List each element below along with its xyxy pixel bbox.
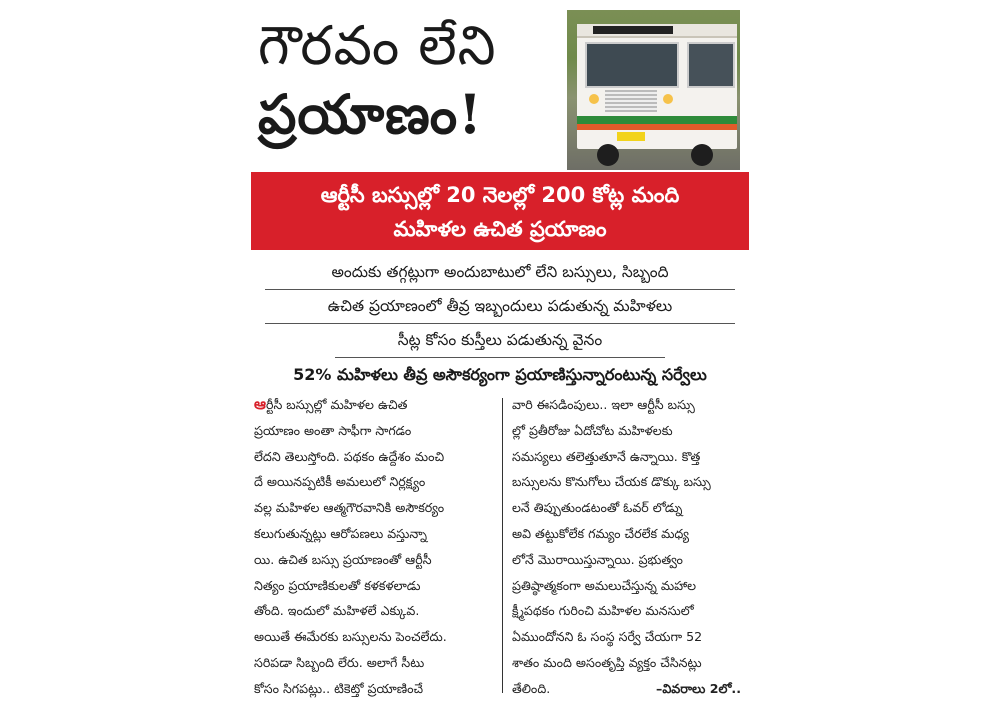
right-line: క్ష్మీపథకం గురించి మహిళల మనసులో bbox=[512, 603, 694, 619]
red-banner bbox=[251, 172, 749, 250]
subhead-4: 52% మహిళలు తీవ్ర అసౌకర్యంగా ప్రయాణిస్తున్నారంటున్న సర్వేలు bbox=[293, 365, 707, 384]
right-line: సమస్యలు తలెత్తుతూనే ఉన్నాయి. కొత్త bbox=[512, 448, 701, 464]
subhead-2: ఉచిత ప్రయాణంలో తీవ్ర ఇబ్బందులు పడుతున్న మహిళలు bbox=[265, 290, 735, 324]
left-line: కలుగుతున్నట్లు ఆరోపణలు వస్తున్నా bbox=[254, 525, 428, 541]
headline-line-2: ప్రయాణం! bbox=[258, 82, 483, 146]
left-line: నిత్యం ప్రయాణికులతో కళకళలాడు bbox=[254, 577, 421, 593]
right-line: ఏముందోనని ఓ సంస్థ సర్వే చేయగా 52 bbox=[512, 629, 703, 645]
right-line: ల్లో ప్రతీరోజు ఏదోచోట మహిళలకు bbox=[512, 422, 673, 438]
right-line: బస్సులను కొనుగోలు చేయక డొక్కు బస్సు bbox=[512, 474, 711, 490]
right-line: వారి ఈసడింపులు.. ఇలా ఆర్టీసీ బస్సు bbox=[512, 397, 695, 412]
headline bbox=[258, 12, 558, 148]
left-line: ప్రయాణం అంతా సాఫీగా సాగడం bbox=[254, 422, 412, 438]
body-text bbox=[240, 392, 760, 696]
drop-cap: ఆ bbox=[254, 395, 266, 413]
headline-line-1: గౌరవం లేని bbox=[258, 14, 497, 77]
right-line: లనే తిప్పుతుండటంతో ఓవర్ లోడ్ను bbox=[512, 500, 683, 516]
subhead-3: సీట్ల కోసం కుస్తీలు పడుతున్న వైనం bbox=[335, 324, 665, 358]
right-line: ప్రతిష్ఠాత్మకంగా అమలుచేస్తున్న మహాల bbox=[512, 577, 697, 593]
right-line: శాతం మంది అసంతృప్తి వ్యక్తం చేసినట్లు bbox=[512, 654, 702, 670]
left-line: లేదని తెలుస్తోంది. పథకం ఉద్దేశం మంచి bbox=[254, 448, 445, 464]
banner-line-2: మహిళల ఉచిత ప్రయాణం bbox=[393, 217, 607, 241]
continued-note: –వివరాలు 2లో.. bbox=[656, 680, 741, 696]
left-line: ర్టీసీ బస్సుల్లో మహిళల ఉచిత bbox=[265, 397, 408, 412]
left-line: దే అయినప్పటికీ అమలులో నిర్లక్ష్యం bbox=[254, 474, 426, 490]
left-line: సరిపడా సిబ్బంది లేరు. అలాగే సీటు bbox=[254, 654, 425, 670]
news-article bbox=[240, 0, 760, 700]
right-line: అవి తట్టుకోలేక గమ్యం చేరలేక మధ్య bbox=[512, 525, 689, 541]
subheads bbox=[258, 256, 742, 391]
right-line: లోనే మొరాయిస్తున్నాయి. ప్రభుత్వం bbox=[512, 551, 683, 567]
left-line: కోసం సిగపట్లు.. టికెట్తో ప్రయాణించే bbox=[254, 680, 424, 696]
left-line: వల్ల మహిళల ఆత్మగౌరవానికి అసౌకర్యం bbox=[254, 500, 445, 516]
subhead-1: అందుకు తగ్గట్లుగా అందుబాటులో లేని బస్సులు, సిబ్బంది bbox=[265, 256, 735, 290]
right-line: తేలింది. bbox=[512, 680, 551, 696]
bus-illustration bbox=[577, 24, 737, 149]
left-line: అయితే ఈమేరకు బస్సులను పెంచలేదు. bbox=[254, 629, 447, 645]
left-line: యి. ఉచిత బస్సు ప్రయాణంతో ఆర్టీసీ bbox=[254, 551, 432, 567]
left-column bbox=[254, 392, 497, 702]
right-column bbox=[512, 392, 755, 702]
left-line: తోంది. ఇందులో మహిళలే ఎక్కువ. bbox=[254, 603, 420, 619]
bus-photo bbox=[567, 10, 740, 170]
banner-line-1: ఆర్టీసీ బస్సుల్లో 20 నెలల్లో 200 కోట్ల మంది bbox=[320, 183, 680, 207]
